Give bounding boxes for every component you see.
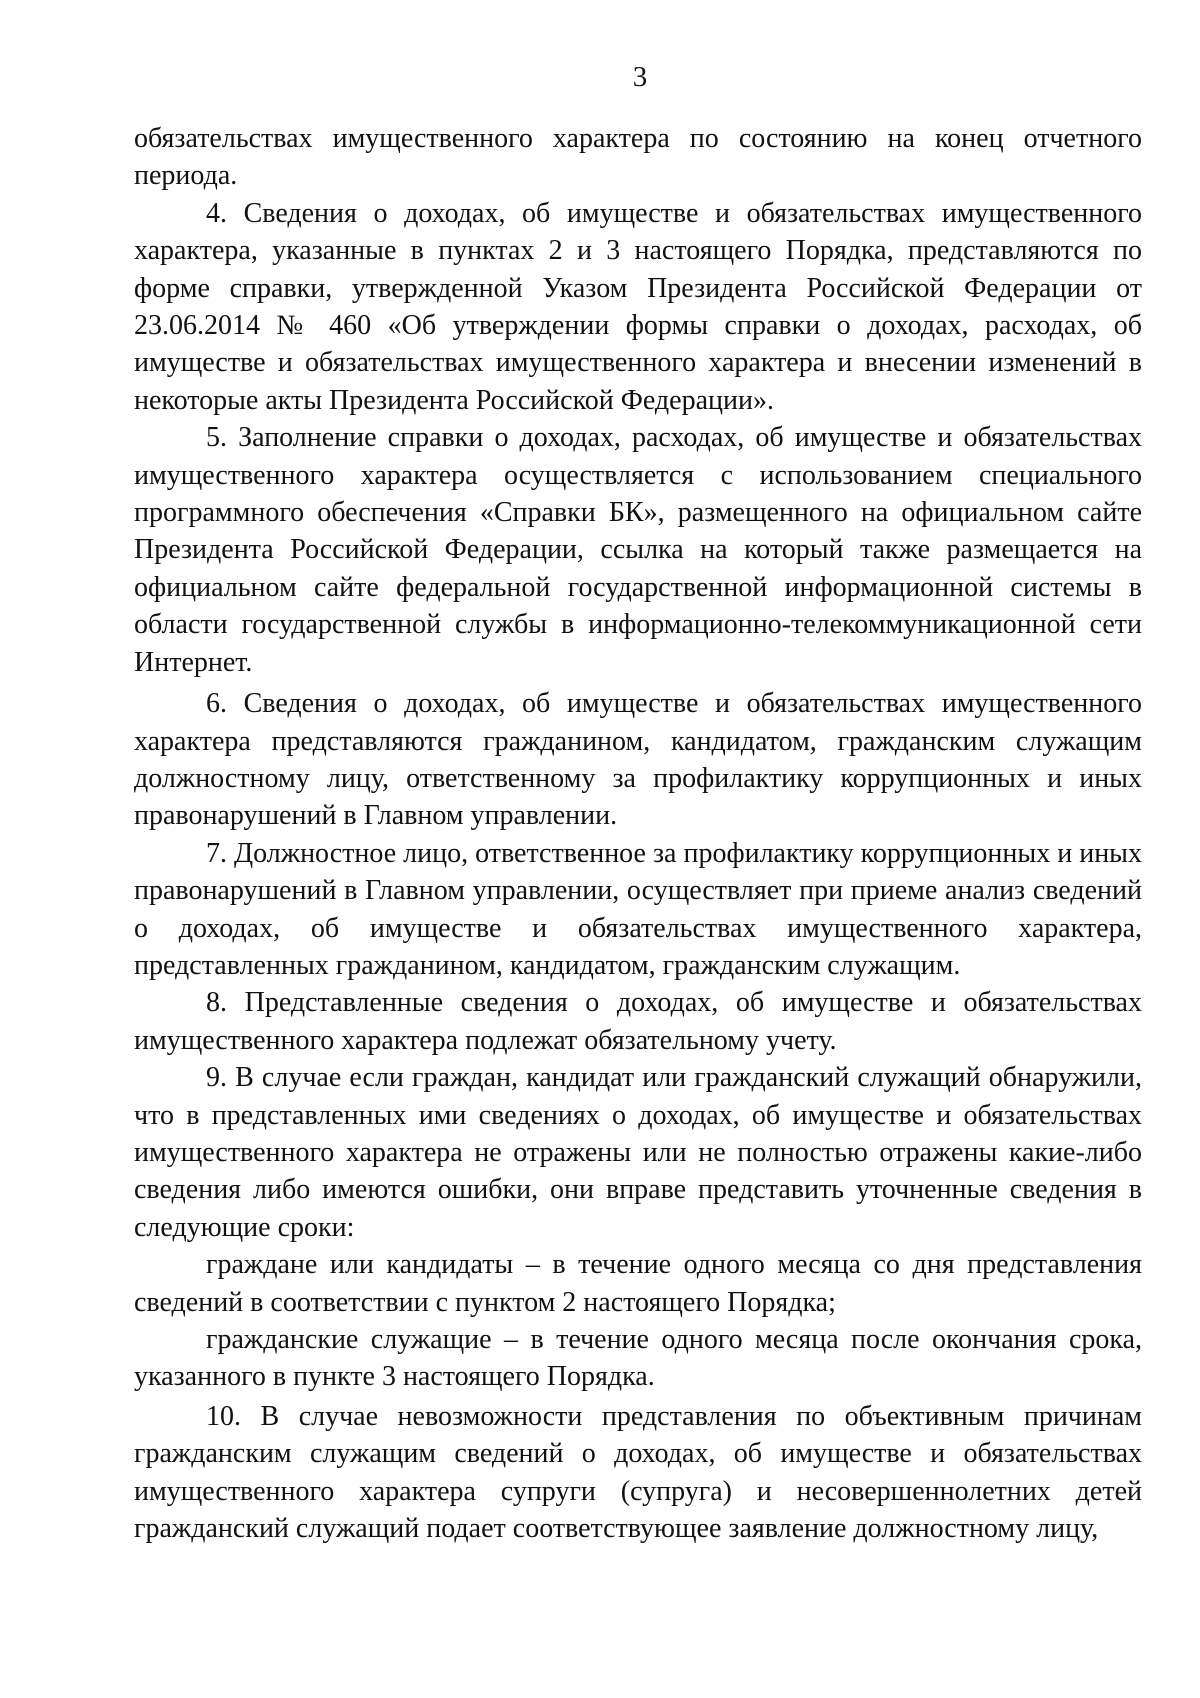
paragraph-item-5: 5. Заполнение справки о доходах, расходах, об имуществе и обязательствах имущественного характера осуществляется с использованием специального программного обеспечения «Справки БК», размещенного на официальном сайте Президента Российской Федерации, ссылка на который также размещается на официальном сайте федеральной государственной информационной системы в области государственной службы в информационно-телекоммуникационной сети Интернет. [134,422,1142,678]
document-body [134,120,1142,1547]
paragraph-item-6: 6. Сведения о доходах, об имуществе и обязательствах имущественного характера представляются гражданином, кандидатом, гражданским служащим должностному лицу, ответственному за профилактику коррупционных и иных правонарушений в Главном управлении. [134,688,1142,832]
paragraph-item-9: 9. В случае если граждан, кандидат или гражданский служащий обнаружили, что в представленных ими сведениях о доходах, об имуществе и обязательствах имущественного характера не отражены или не полностью отражены какие-либо сведения либо имеются ошибки, они вправе представить уточненные сведения в следующие сроки: [134,1062,1142,1243]
paragraph-continuation: обязательствах имущественного характера по состоянию на конец отчетного периода. [134,123,1142,192]
paragraph-item-8: 8. Представленные сведения о доходах, об имуществе и обязательствах имущественного характера подлежат обязательному учету. [134,987,1142,1056]
paragraph-item-9-citizens: граждане или кандидаты – в течение одного месяца со дня представления сведений в соответствии с пунктом 2 настоящего Порядка; [134,1249,1142,1318]
paragraph-item-10: 10. В случае невозможности представления по объективным причинам гражданским служащим сведений о доходах, об имуществе и обязательствах имущественного характера супруги (супруга) и несовершеннолетних детей гражданский служащий подает соответствующее заявление должностному лицу, [134,1400,1142,1545]
paragraph-item-9-civil-servants: гражданские служащие – в течение одного месяца после окончания срока, указанного в пункте 3 настоящего Порядка. [134,1324,1142,1393]
paragraph-item-4: 4. Сведения о доходах, об имуществе и обязательствах имущественного характера, указанные в пунктах 2 и 3 настоящего Порядка, представляются по форме справки, утвержденной Указом Президента Российской Федерации от 23.06.2014 № 460 «Об утверждении формы справки о доходах, расходах, об имуществе и обязательствах имущественного характера и внесении изменений в некоторые акты Президента Российской Федерации». [134,197,1142,416]
page-number: 3 [632,61,648,93]
paragraph-item-7: 7. Должностное лицо, ответственное за профилактику коррупционных и иных правонарушений в Главном управлении, осуществляет при приеме анализ сведений о доходах, об имуществе и обязательствах имущественного характера, представленных гражданином, кандидатом, гражданским служащим. [134,837,1142,981]
